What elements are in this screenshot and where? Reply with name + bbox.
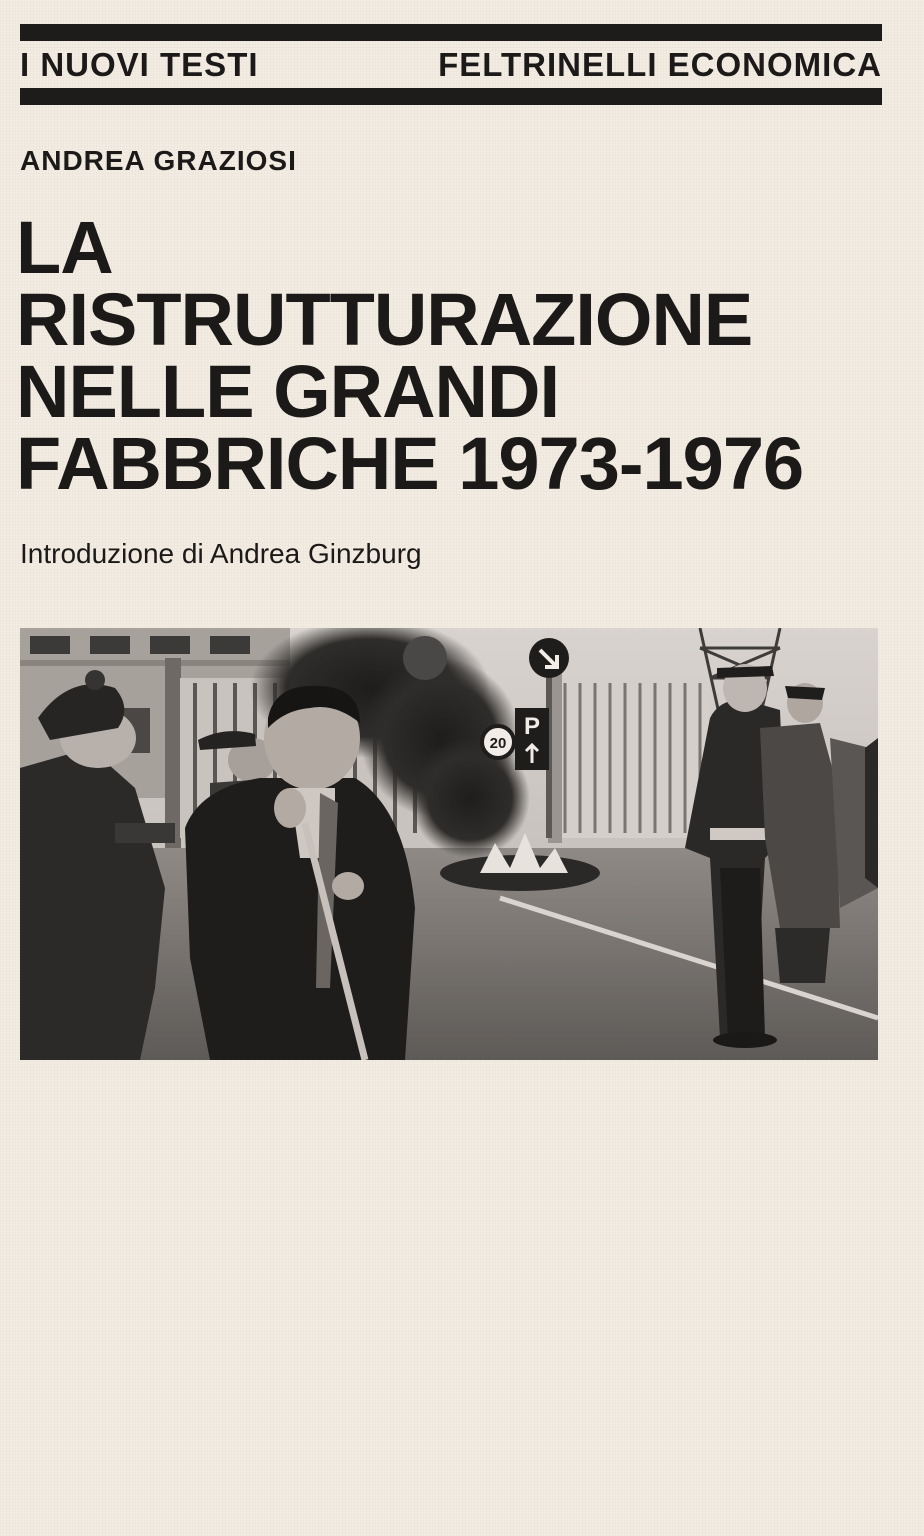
speed-limit-sign: [482, 726, 514, 758]
book-title: [16, 206, 896, 505]
parking-sign: [515, 708, 549, 770]
title-line-2: RISTRUTTURAZIONE: [16, 278, 753, 361]
introduction-credit: Introduzione di Andrea Ginzburg: [20, 538, 422, 569]
photo-illustration: [20, 628, 878, 1060]
bottom-rule: [20, 88, 882, 105]
top-rule: [20, 24, 882, 41]
title-line-1: LA: [16, 206, 113, 289]
series-header: [20, 47, 882, 83]
right-gate: [548, 673, 710, 843]
series-name: I NUOVI TESTI: [20, 46, 259, 83]
author-name: ANDREA GRAZIOSI: [20, 145, 297, 176]
title-line-3: NELLE GRANDI: [16, 350, 559, 433]
pole: [165, 658, 181, 848]
title-line-4: FABBRICHE 1973-1976: [16, 422, 804, 505]
speed-limit-label: 20: [489, 735, 507, 752]
cover-photograph: [20, 628, 878, 1060]
parking-label: P: [523, 713, 541, 740]
publisher-name: FELTRINELLI ECONOMICA: [438, 46, 882, 83]
